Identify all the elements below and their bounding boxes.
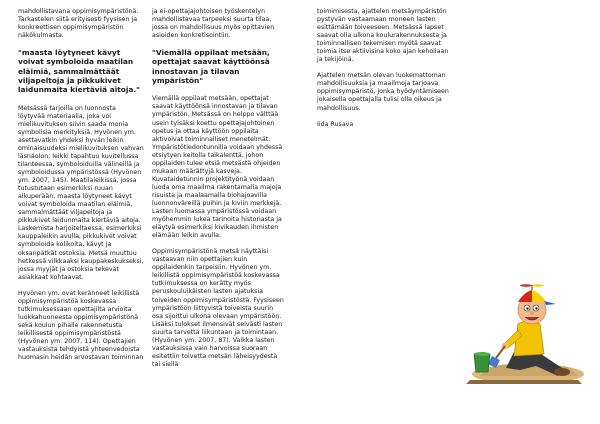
pull-quote: "maasta löytyneet kävyt voivat symboloida maatilan eläimiä, sammalmättäät viljapeltoja ja pikkukivet laidunmaita kiertäviä aitoja." xyxy=(18,48,141,95)
cap-visor xyxy=(544,301,556,305)
child-playing-in-sandbox-illustration xyxy=(466,284,586,384)
body-paragraph: Oppimisympäristönä metsä näyttäisi vastaavan niin opettajien kuin oppilaidenkin tarpeisiin. Hyvönen ym. leikillistä oppimisympäristöä koskevassa tutkimuksessa on kerätty myös peruskouluikäisten lasten ajatuksia toiveiden oppimisympäristöstä. Fyysiseen ympäristöön liittyvistä toiveista suurin osa sijoittui ulkona olevaan ympäristöön. Lisäksi tulokset ilmensivät selvästi lasten suurta tarvetta liikuntaan ja toimintaan. (Hyvönen ym. 2007, 87). Vaikka lasten vastauksissa vain harvoissa suoraan esitettiin toivetta metsän läheisyydestä tai siellä xyxy=(152,248,284,368)
body-paragraph: toimimisesta, ajattelen metsäympäristön pystyvän vastaamaan moneen lasten esittämään toiveeseen. Metsässä lapset saavat olla ulkona koulurakennuksesta ja toiminnallisen tekemisen myötä saavat toimia itse aktiivisina koko ajan kehoilaan ja tekijöinä. xyxy=(317,8,449,64)
pull-quote: "Viemällä oppilaat metsään, opettajat saavat käyttöönsä innostavan ja tilavan ympäristön" xyxy=(152,48,270,86)
cap-panel-yellow xyxy=(532,290,546,302)
body-paragraph: Metsässä tarjoilla on luonnosta löytyvää materiaalia, joka voi mielikuvituksen siivin saada monia symbolisia merkityksiä. Hyvönen ym. asettavatkin yhdeksi hyvän leikin ominaisuudeksi mielikuvituksen vahvan läsnäolon; leikki tapahtuu kuvitellussa tilanteessa, symboloiduilla välineillä ja symboloidussa ympäristössä (Hyvönen ym. 2007, 145). Maatilaleikissä, jossa tutustutaan esimerkiksi ruuan alkuperään, maasta löytyneet kävyt voivat symboloida maatilan eläimiä, sammalmättäät viljapeltoja ja pikkukivet laidunmaita kiertäviä aitoja. Laskemista harjoiteltaessa, esimerkiksi kauppaleikin avulla, pikkukivet voivat symboloida kolikoita, kävyt ja oksanpätkät ostoksia. Metsä muuttuu hetkessä vilkkaaksi kauppakeskukseksi, jossa myyjät ja ostoksia tekevät asiakkaat kohtaavat. xyxy=(18,104,144,281)
child-pupil-right xyxy=(535,307,537,309)
text-column-right xyxy=(317,8,451,137)
bucket-rim xyxy=(474,352,490,356)
body-paragraph: Hyvönen ym. ovat keränneet leikillistä oppimisympäristöä koskevassa tutkimuksessaan opettajilta arvioita luokkahuoneesta oppimisympäristönä sekä koulun pihalle rakennetusta leikillisestä oppimisympäristöstä (Hyvönen ym. 2007, 114). Opettajien vastauksista tehdyistä yhteenvedoista huomasin heidän arvostavan toiminnan xyxy=(18,289,144,362)
child-shoe xyxy=(554,368,570,376)
bucket xyxy=(474,354,490,372)
body-paragraph: Ajattelen metsän olevan luokemattoman mahdollisuuksia ja maailmoja tarjoava oppimisympäristö, jonka hyödyntämiseen jokaisella opettajalla tulisi olla oikeus ja mahdollisuus. xyxy=(317,72,449,112)
child-pupil-left xyxy=(526,307,528,309)
text-column-middle xyxy=(152,8,286,377)
child-nose xyxy=(530,311,534,314)
column-intro-paragraph: ja ei-opettajajohtoisen työskentelyn mahdollistavaa tarpeeksi suurta tilaa, jossa on mahdollisuus myös opittavien asioiden konkretisointiin. xyxy=(152,8,275,40)
column-intro-paragraph: mahdollistavana oppimisympäristönä. Tarkastelen siitä erityisesti fyysisen ja konkreettisen oppimisympäristön näkökulmasta. xyxy=(18,8,139,40)
body-paragraph: Viemällä oppilaat metsään, opettajat saavat käyttöönsä innostavan ja tilavan ympäristön. Metsässä on helppo välttää usein tylsäksi koettu opettajajohtoinen opetus ja ottaa käyttöön oppilaita aktivoivat toiminnalliset menetelmät. Ympäristötiedontunnilla voidaan yhdessä etsiytyen keitolla taikalenttä, johon oppilaiden tulee etsiä metsästä ohjeiden mukaan määrättyjä kasveja. Kuvataidetunnin projektityönä voidaan luoda oma maailma rakentamalla majoja risuista ja maalaamalla biohajoavilla luonnonväreillä puihin ja kiviin merkkejä. Lasten luomassa ympäristössä voidaan myöhemmin lukea tarinoita historiasta ja eläytyä esimerkiksi kivikauden ihmisten elämään leikin avulla. xyxy=(152,95,283,240)
shovel-handle xyxy=(496,346,505,358)
sandbox-rim xyxy=(466,380,582,384)
propeller-blade-left xyxy=(520,284,532,287)
text-column-left xyxy=(18,8,144,370)
propeller-blade-right xyxy=(532,284,544,287)
author-signature: Iida Rusava xyxy=(317,120,354,128)
cap-panel-red xyxy=(518,290,532,302)
